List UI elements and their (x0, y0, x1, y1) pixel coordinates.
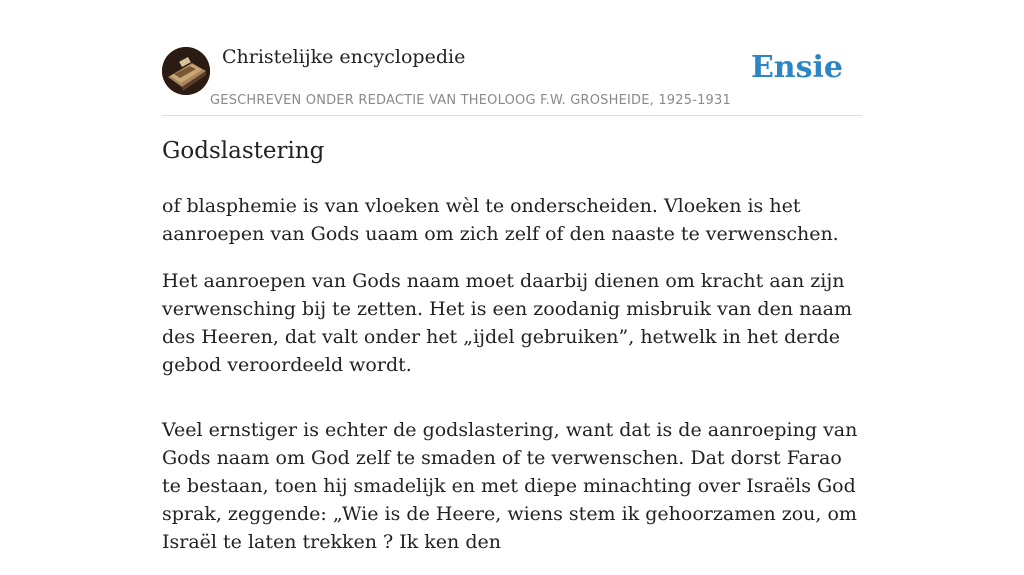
article-paragraph: Veel ernstiger is echter de godslastering, want dat is de aanroeping van Gods naam om God zelf te smaden of te verwenschen. Dat dorst Farao te bestaan, toen hij smadelijk en met diepe minachting over Israëls God sprak, zeggende: „Wie is de Heere, wiens stem ik gehoorzamen zou, om Israël te laten trekken ? Ik ken den (162, 419, 858, 553)
article-body (162, 192, 862, 575)
source-header (162, 0, 862, 116)
source-subtitle: GESCHREVEN ONDER REDACTIE VAN THEOLOOG F.W. GROSHEIDE, 1925-1931 (210, 93, 731, 108)
source-avatar[interactable] (162, 47, 210, 95)
article-paragraph: of blasphemie is van vloeken wèl te onderscheiden. Vloeken is het aanroepen van Gods uaam om zich zelf of den naaste te verwenschen. (162, 195, 839, 245)
article-paragraph: Het aanroepen van Gods naam moet daarbij dienen om kracht aan zijn verwensching bij te zetten. Het is een zoodanig misbruik van den naam des Heeren, dat valt onder het „ijdel gebruiken”, hetwelk in het derde gebod veroordeeld wordt. (162, 270, 853, 376)
brand-logo-link[interactable]: Ensie (750, 50, 843, 85)
source-title[interactable]: Christelijke encyclopedie (222, 46, 466, 68)
book-photo-icon (162, 47, 210, 95)
article-title: Godslastering (162, 138, 325, 164)
page-container (162, 0, 862, 553)
